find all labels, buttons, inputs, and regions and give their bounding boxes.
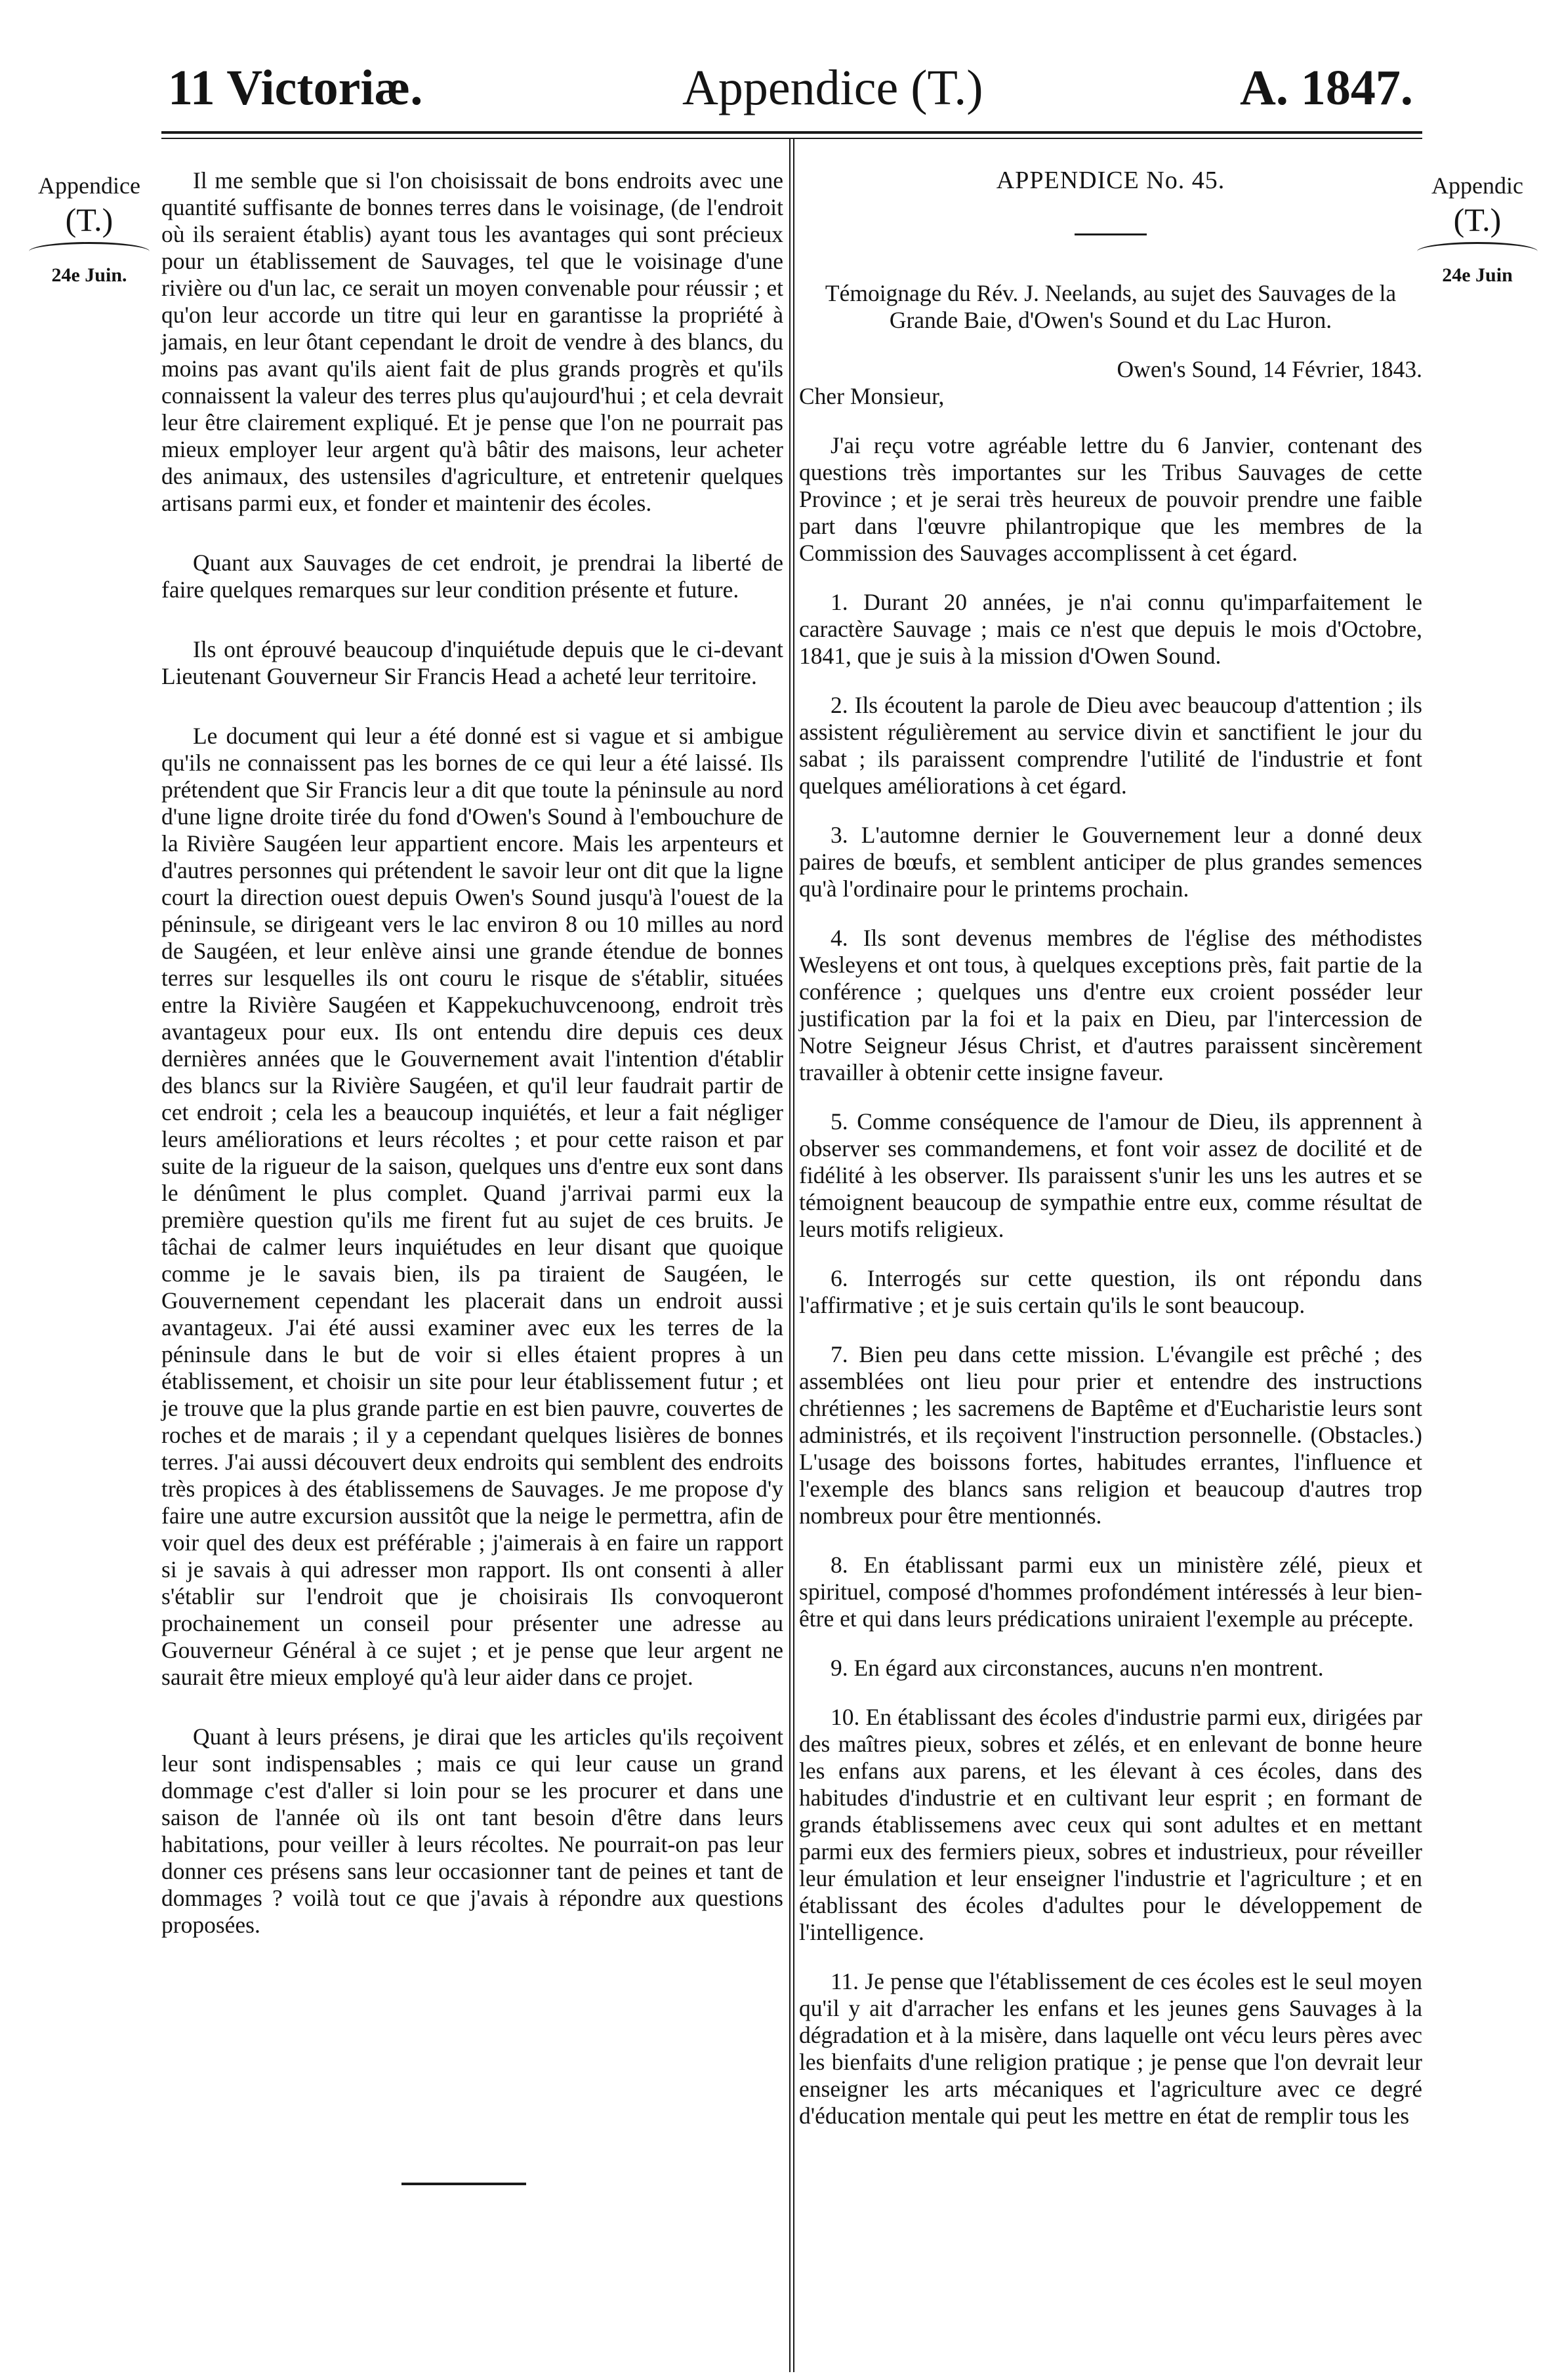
left-paragraph-1: Il me semble que si l'on choisissait de bons endroits avec une quantité suffisante de bonnes terres dans le voisinage, (de l'endroit où ils seraient établis) ayant tous les avantages qui sont précieux pour un établissement de Sauvages, tel que le voisinage d'une rivière ou d'un lac, ce serait un moyen convenable pour réussir ; et qu'on leur accorde un titre qui leur en garantisse la propriété à jamais, en leur ôtant cependant le droit de vendre à des blancs, du moins pas avant qu'ils aient fait de plus grands progrès et qu'ils connaissent la valeur des terres plus qu'aujourd'hui ; et cela devrait leur être clairement expliqué. Et je pense que l'on ne pourrait pas mieux employer leur argent qu'à bâtir des maisons, leur acheter des animaux, des ustensiles d'agriculture, et entretenir quelques artisans parmi eux, et fonder et maintenir des écoles.	[161, 167, 783, 516]
letter-place-date: Owen's Sound, 14 Février, 1843.	[1117, 356, 1422, 382]
answer-3: 3. L'automne dernier le Gouvernement leur a donné deux paires de bœufs, et semblent anticiper de plus grandes semences qu'à l'ordinaire pour le printems prochain.	[799, 822, 1422, 902]
header-title: Appendice (T.)	[682, 60, 983, 115]
left-paragraph-5: Quant à leurs présens, je dirai que les articles qu'ils reçoivent leur sont indispensables ; mais ce qui leur cause un grand dommage c'est d'aller si loin pour se les procurer et dans une saison de l'année où ils ont tant besoin d'être dans leurs habitations, pour veiller à leurs récoltes. Ne pourrait-on pas leur donner ces présens sans leur occasionner tant de peines et tant de dommages ? voilà tout ce que j'avais à répondre aux questions proposées.	[161, 1724, 783, 1938]
header-rule-top	[161, 131, 1422, 134]
appendix-heading: APPENDICE No. 45.	[996, 167, 1225, 194]
left-column	[161, 167, 783, 1939]
margin-note-right	[1412, 172, 1541, 287]
answer-8: 8. En établissant parmi eux un ministère zélé, pieux et spirituel, composé d'hommes profondément intéressés à leur bien-être et qui dans leurs prédications uniraient l'exemple au précepte.	[799, 1552, 1422, 1632]
margin-right-section: (T.)	[1453, 201, 1502, 239]
testimony-subject: Témoignage du Rév. J. Neelands, au sujet des Sauvages de la Grande Baie, d'Owen's Sound et du Lac Huron.	[825, 280, 1397, 333]
letter-salutation: Cher Monsieur,	[799, 383, 945, 409]
header-rule-bottom	[161, 138, 1422, 139]
answer-2: 2. Ils écoutent la parole de Dieu avec beaucoup d'attention ; ils assistent régulièrement au service divin et sanctifient le jour du sabat ; ils paraissent comprendre l'utilité de l'industrie et font quelques améliorations à cet égard.	[799, 692, 1422, 799]
answer-6: 6. Interrogés sur cette question, ils ont répondu dans l'affirmative ; et je suis certain qu'ils le sont beaucoup.	[799, 1265, 1422, 1318]
margin-left-section: (T.)	[65, 201, 113, 239]
margin-right-date: 24e Juin	[1442, 264, 1513, 287]
left-paragraph-3: Ils ont éprouvé beaucoup d'inquiétude depuis que le ci-devant Lieutenant Gouverneur Sir Francis Head a acheté leur territoire.	[161, 636, 783, 689]
margin-left-label: Appendice	[38, 172, 140, 199]
margin-right-brace	[1417, 242, 1538, 261]
left-column-end-rule	[401, 2183, 526, 2185]
answer-1: 1. Durant 20 années, je n'ai connu qu'imparfaitement le caractère Sauvage ; mais ce n'est que depuis le mois d'Octobre, 1841, que je suis à la mission d'Owen Sound.	[799, 589, 1422, 669]
answer-10: 10. En établissant des écoles d'industrie parmi eux, dirigées par des maîtres pieux, sobres et zélés, et en enlevant de bonne heure les enfans aux parens, et les élevant à ces écoles, dans des habitudes d'industrie et en cultivant leur esprit ; en formant de grands établissemens avec ceux qui sont adultes et en mettant parmi eux des fermiers pieux, sobres et industrieux, pour réveiller leur émulation et leur enseigner l'industrie et l'agriculture ; et en établissant des écoles d'adultes pour le développement de l'intelligence.	[799, 1704, 1422, 1945]
margin-left-brace	[29, 242, 150, 261]
left-paragraph-4: Le document qui leur a été donné est si vague et si ambigue qu'ils ne connaissent pas les bornes de ce qui leur a été laissé. Ils prétendent que Sir Francis leur a dit que toute la péninsule au nord d'une ligne droite tirée du fond d'Owen's Sound à l'embouchure de la Rivière Saugéen leur appartient encore. Mais les arpenteurs et d'autres personnes qui prétendent le savoir leur ont dit que la ligne court la direction ouest depuis Owen's Sound jusqu'à l'ouest de la péninsule, se dirigeant vers le lac environ 8 ou 10 milles au nord de Saugéen, et leur enlève ainsi une grande étendue de bonnes terres sur lesquelles ils ont couru le risque de s'établir, situées entre la Rivière Saugéen et Kappekuchuvcenoong, endroit très avantageux pour eux. Ils ont entendu dire depuis ces deux dernières années que le Gouvernement avait l'intention d'établir des blancs sur la Rivière Saugéen, et qu'il leur faudrait partir de cet endroit ; cela les a beaucoup inquiétés, et leur a fait négliger leurs améliorations et leurs récoltes ; et pour cette raison et par suite de la rigueur de la saison, quelques uns d'entre eux sont dans le dénûment le plus complet. Quand j'arrivai parmi eux la première question qu'ils me firent fut au sujet de ces bruits. Je tâchai de calmer leurs inquiétudes en leur disant que quoique comme je le savais bien, ils pa tiraient de Saugéen, le Gouvernement cependant les placerait dans un endroit aussi avantageux. J'ai été aussi examiner avec eux les terres de la péninsule dans le but de voir si elles étaient propres à un établissement, et choisir un site pour leur établissement futur ; et je trouve que la plus grande partie en est bien pauvre, couvertes de roches et de marais ; il y a cependant quelques lisières de bonnes terres. J'ai aussi découvert deux endroits qui semblent des endroits très propices à des établissemens de Sauvages. Je me propose d'y faire une autre excursion aussitôt que la neige le permettra, afin de voir quel des deux est préférable ; j'aimerais à en faire un rapport si je savais à qui adresser mon rapport. Ils ont consenti à aller s'établir sur l'endroit que je choisirais Ils convoqueront prochainement un conseil pour présenter une adresse au Gouverneur Général à ce sujet ; et je pense que leur argent ne saurait être mieux employé qu'à leur aider dans ce projet.	[161, 723, 783, 1690]
margin-left-date: 24e Juin.	[51, 264, 127, 287]
letter-intro: J'ai reçu votre agréable lettre du 6 Janvier, contenant des questions très importantes sur les Tribus Sauvages de cette Province ; et je serai très heureux de pouvoir prendre une faible part dans l'œuvre philantropique que les membres de la Commission des Sauvages accomplissent à cet égard.	[799, 432, 1422, 566]
column-divider-b	[793, 139, 794, 2372]
left-paragraph-2: Quant aux Sauvages de cet endroit, je prendrai la liberté de faire quelques remarques sur leur condition présente et future.	[161, 550, 783, 603]
header-year: A. 1847.	[1240, 60, 1413, 115]
answer-7: 7. Bien peu dans cette mission. L'évangile est prêché ; des assemblées ont lieu pour prier et entendre des instructions chrétiennes ; les sacremens de Baptême et d'Eucharistie leurs sont administrés, et ils reçoivent l'instruction personnelle. (Obstacles.) L'usage des boissons fortes, habitudes errantes, l'influence et l'exemple des blancs sans religion et beaucoup d'autres trop nombreux pour être mentionnés.	[799, 1341, 1422, 1529]
margin-note-left	[24, 172, 155, 287]
right-column	[799, 167, 1422, 2129]
column-divider-a	[789, 139, 791, 2372]
heading-rule	[1075, 233, 1147, 235]
margin-right-label: Appendic	[1431, 172, 1523, 199]
header-volume: 11 Victoriæ.	[168, 60, 423, 115]
answer-5: 5. Comme conséquence de l'amour de Dieu, ils apprennent à observer ses commandemens, et font voir assez de docilité et de fidélité à les observer. Ils paraissent s'unir les uns les autres et se témoignent beaucoup de sympathie entre eux, comme résultat de leurs motifs religieux.	[799, 1108, 1422, 1242]
answer-4: 4. Ils sont devenus membres de l'église des méthodistes Wesleyens et ont tous, à quelques exceptions près, fait partie de la conférence ; quelques uns d'entre eux croient posséder leur justification par la foi et la paix en Dieu, par l'intercession de Notre Seigneur Jésus Christ, et d'autres paraissent sincèrement travailler à obtenir cette insigne faveur.	[799, 925, 1422, 1085]
answer-9: 9. En égard aux circonstances, aucuns n'en montrent.	[831, 1655, 1324, 1681]
answer-11: 11. Je pense que l'établissement de ces écoles est le seul moyen qu'il y ait d'arracher les enfans et les jeunes gens Sauvages à la dégradation et à la misère, dans laquelle ont vécu leurs pères avec les bienfaits d'une religion pratique ; je pense que l'on devrait leur enseigner les arts mécaniques et l'agriculture avec ce degré d'éducation mentale qui peut les mettre en état de remplir tous les	[799, 1968, 1422, 2129]
